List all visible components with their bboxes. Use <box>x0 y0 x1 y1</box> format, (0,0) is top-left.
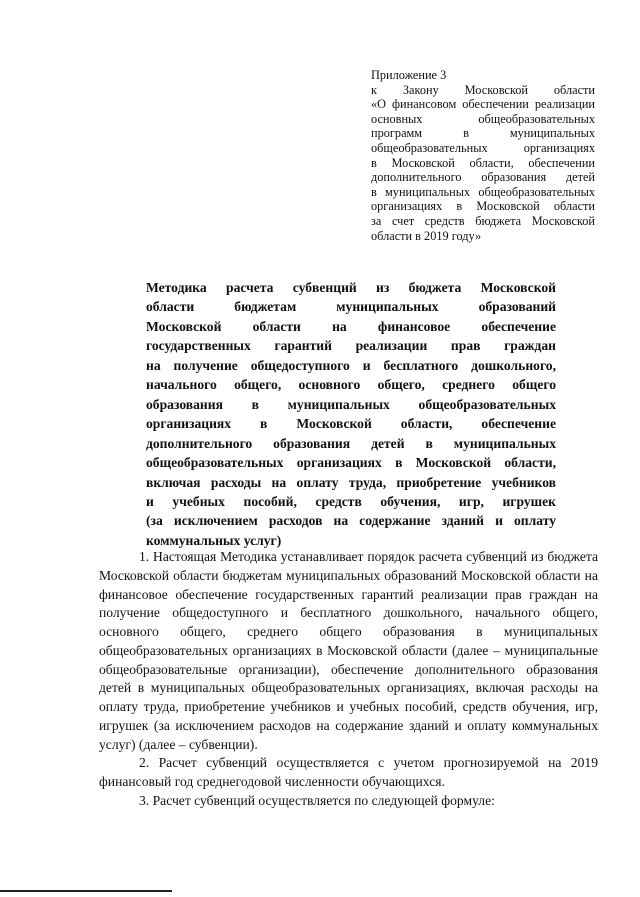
title-line: общеобразовательных организациях в Московской области, <box>146 455 556 471</box>
footnote-separator-line <box>0 890 172 892</box>
appendix-header <box>371 68 595 243</box>
title-line: включая расходы на оплату труда, приобретение учебников <box>146 474 556 490</box>
title-line: дополнительного образования детей в муниципальных <box>146 435 556 451</box>
document-body <box>99 548 598 811</box>
appendix-line: Приложение 3 <box>371 68 447 82</box>
title-line: на получение общедоступного и бесплатного дошкольного, <box>146 357 556 373</box>
appendix-line: в Московской области, обеспечении <box>371 155 595 170</box>
appendix-line: «О финансовом обеспечении реализации <box>371 97 595 112</box>
paragraph-2: 2. Расчет субвенций осуществляется с учетом прогнозируемой на 2019 финансовый год среднегодовой численности обучающихся. <box>99 755 598 789</box>
appendix-line: области в 2019 году» <box>371 228 482 243</box>
document-title <box>146 278 556 550</box>
paragraph-3: 3. Расчет субвенций осуществляется по следующей формуле: <box>139 792 495 808</box>
appendix-line: основных общеобразовательных <box>371 111 595 126</box>
title-line: образования в муниципальных общеобразовательных <box>146 396 556 412</box>
title-line: государственных гарантий реализации прав граждан <box>146 338 556 354</box>
appendix-line: за счет средств бюджета Московской <box>371 213 595 228</box>
appendix-line: дополнительного образования детей <box>371 170 595 185</box>
appendix-line: общеобразовательных организациях <box>371 140 595 155</box>
title-line: области бюджетам муниципальных образований <box>146 299 556 315</box>
title-line: начального общего, основного общего, среднего общего <box>146 377 556 393</box>
paragraph-1: 1. Настоящая Методика устанавливает порядок расчета субвенций из бюджета Московской области бюджетам муниципальных образований Московской области на финансовое обеспечение государственных гарантий реализации прав граждан на получение общедоступного и бесплатного дошкольного, начального общего, основного общего, среднего общего образования в муниципальных общеобразовательных организациях в Московской области (далее – муниципальные общеобразовательные организации), обеспечение дополнительного образования детей в муниципальных общеобразовательных организациях, включая расходы на оплату труда, приобретение учебников и учебных пособий, средств обучения, игр, игрушек (за исключением расходов на содержание зданий и оплату коммунальных услуг) (далее – субвенции). <box>99 549 598 752</box>
title-line: организациях в Московской области, обеспечение <box>146 416 556 432</box>
appendix-line: к Закону Московской области <box>371 82 595 97</box>
appendix-line: в муниципальных общеобразовательных <box>371 184 595 199</box>
appendix-line: программ в муниципальных <box>371 126 595 141</box>
title-line: (за исключением расходов на содержание зданий и оплату <box>146 513 556 529</box>
appendix-line: организациях в Московской области <box>371 199 595 214</box>
title-line: коммунальных услуг) <box>146 532 282 548</box>
title-line: и учебных пособий, средств обучения, игр, игрушек <box>146 493 556 509</box>
title-line: Московской области на финансовое обеспечение <box>146 318 556 334</box>
title-line: Методика расчета субвенций из бюджета Московской <box>146 280 556 295</box>
